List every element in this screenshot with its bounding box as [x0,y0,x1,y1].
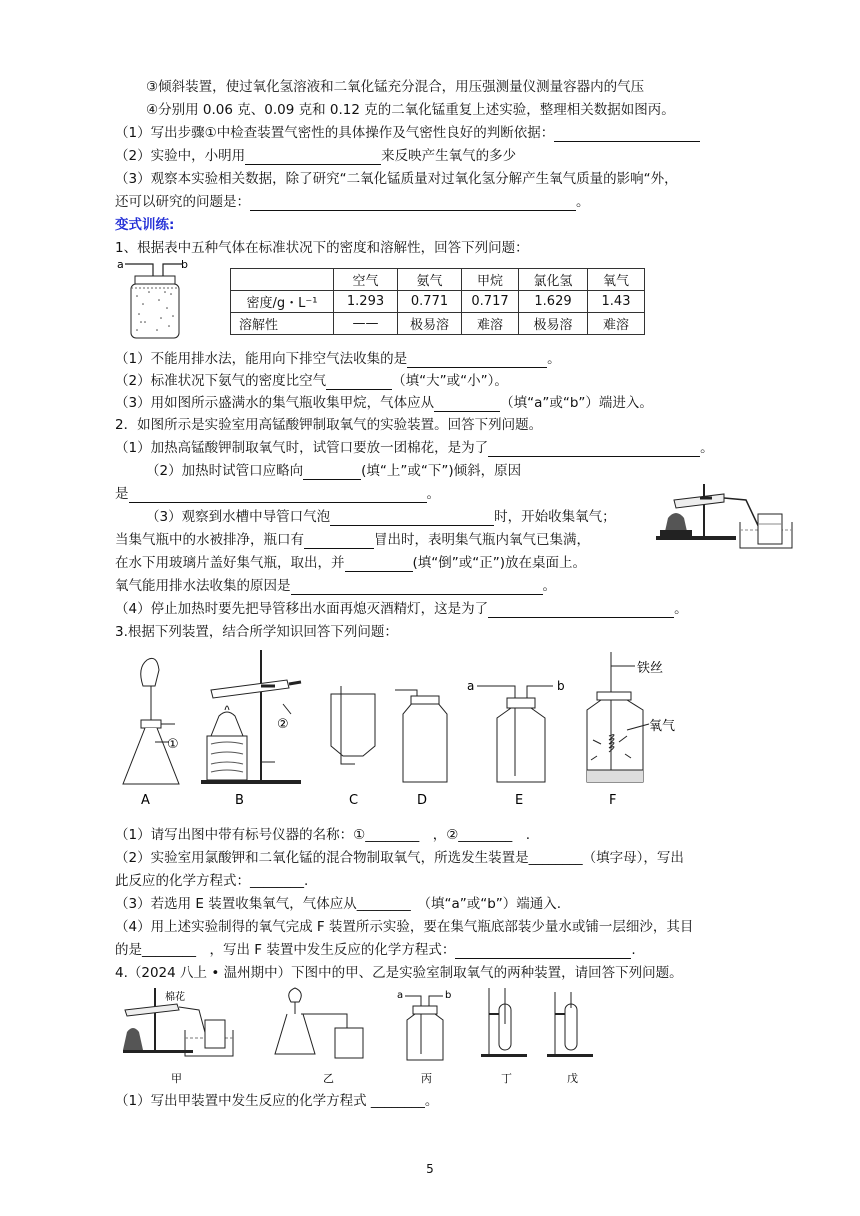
question-3: 3.根据下列装置，结合所学知识回答下列问题： [115,624,398,640]
table-cell: 极易溶 [398,313,462,335]
q-prev-2: （2）实验中，小明用 来反映产生氧气的多少 [115,148,517,164]
apparatus-b [201,650,301,808]
table-cell: 1.629 [519,291,588,313]
label-b: B [235,793,244,808]
step-4-text: ④分别用 0.06 克、0.09 克和 0.12 克的二氧化锰重复上述实验，整理相关数据如图丙。 [146,102,675,118]
step-3-text: ③倾斜装置，使过氧化氢溶液和二氧化锰充分混合，用压强测量仪测量容器内的气压 [146,79,645,95]
table-cell: 极易溶 [519,313,588,335]
answer-blank[interactable] [304,534,374,549]
answer-blank[interactable] [488,603,674,618]
label-jia: 甲 [171,1072,182,1085]
label-a: a [397,990,404,1001]
q1-part3: （3）用如图所示盛满水的集气瓶收集甲烷，气体应从 （填“a”或“b”）端进入。 [115,395,653,411]
q4-part1: （1）写出甲装置中发生反应的化学方程式 ________。 [115,1093,439,1109]
page-number: 5 [426,1162,434,1176]
label-f: F [609,793,617,808]
table-cell: —— [334,313,398,335]
label-wu: 戊 [567,1072,578,1085]
apparatus-yi [275,988,363,1085]
label-a: A [141,793,150,808]
table-row [231,291,645,313]
label-e-a: a [467,679,475,693]
apparatus-row-diagram [115,646,685,816]
answer-blank[interactable] [291,580,543,595]
q3-part4b: 的是________ ，写出 F 装置中发生反应的化学方程式： . [115,942,636,958]
q2-part3c: 在水下用玻璃片盖好集气瓶，取出，并 (填“倒”或“正”)放在桌面上。 [115,555,587,571]
q3-part3: （3）若选用 E 装置收集氧气，气体应从________ （填“a”或“b”）端通入. [115,896,562,912]
label-b: b [445,990,452,1001]
answer-blank[interactable] [330,511,494,526]
answer-blank[interactable] [345,557,413,572]
label-bing: 丙 [421,1072,432,1085]
apparatus-jia [123,988,233,1085]
variant-heading: 变式训练: [115,217,175,233]
answer-blank[interactable] [245,150,381,165]
q2-part3d: 氧气能用排水法收集的原因是 。 [115,578,556,594]
q-prev-1: （1）写出步骤①中检查装置气密性的具体操作及气密性良好的判断依据： [115,124,700,142]
table-cell: 0.717 [462,291,519,313]
label-mark-2: ② [277,717,289,732]
apparatus-wu [547,992,593,1085]
answer-blank[interactable] [250,196,576,211]
apparatus-e [467,679,565,808]
question-1: 1、根据表中五种气体在标准状况下的密度和溶解性，回答下列问题： [115,240,529,256]
label-mark-1: ① [167,737,179,752]
label-iron-wire: 铁丝 [637,661,664,676]
q4-apparatus-diagram [115,984,615,1086]
table-cell: 难溶 [588,313,645,335]
q2-part2b: 是 。 [115,486,440,502]
answer-blank[interactable] [554,127,700,142]
apparatus-bing [397,990,451,1085]
apparatus-a [123,658,179,808]
table-cell: 密度/g・L⁻¹ [231,291,334,313]
q3-part2b: 此反应的化学方程式：________. [115,873,309,889]
q-prev-3: （3）观察本实验相关数据，除了研究“二氧化锰质量对过氧化氢分解产生氧气质量的影响“外， [115,171,678,187]
table-cell: 空气 [334,269,398,291]
answer-blank[interactable] [455,944,631,959]
label-yi: 乙 [323,1072,334,1085]
label-e: E [515,793,524,808]
q2-part3: （3）观察到水槽中导管口气泡 时，开始收集氧气； [146,509,616,525]
answer-blank[interactable] [326,375,392,390]
q2-part4: （4）停止加热时要先把导管移出水面再熄灭酒精灯，这是为了 。 [115,601,688,617]
answer-blank[interactable] [488,442,700,457]
question-4: 4.（2024 八上 • 温州期中）下图中的甲、乙是实验室制取氧气的两种装置，请回答下列问题。 [115,965,683,981]
q3-part2: （2）实验室用氯酸钾和二氧化锰的混合物制取氧气，所选发生装置是________（填字母），写出 [115,850,684,866]
q-prev-3b: 还可以研究的问题是： 。 [115,194,590,210]
label-oxygen: 氧气 [649,719,676,734]
table-row [231,313,645,335]
label-e-b: b [557,679,565,693]
answer-blank[interactable] [407,353,547,368]
q1-part2: （2）标准状况下氨气的密度比空气 （填“大”或“小”）。 [115,373,508,389]
label-cotton: 棉花 [165,992,185,1003]
table-cell: 1.43 [588,291,645,313]
q3-part1: （1）请写出图中带有标号仪器的名称：①________ ，②________ . [115,827,531,843]
table-cell: 氨气 [398,269,462,291]
table-cell: 0.771 [398,291,462,313]
table-cell: 难溶 [462,313,519,335]
label-d: D [417,793,428,808]
q2-part3b: 当集气瓶中的水被排净，瓶口有 冒出时，表明集气瓶内氧气已集满， [115,532,590,548]
apparatus-f [587,652,675,808]
answer-blank[interactable] [303,465,361,480]
gas-properties-table [230,268,645,335]
q3-part4: （4）用上述实验制得的氧气完成 F 装置所示实验，要在集气瓶底部装少量水或铺一层细沙，其目 [115,919,694,935]
q2-part2: （2）加热时试管口应略向 (填“上”或“下”)倾斜，原因 [146,463,522,479]
answer-blank[interactable] [129,488,427,503]
answer-blank[interactable] [434,397,500,412]
q2-part1: （1）加热高锰酸钾制取氧气时，试管口要放一团棉花，是为了 。 [115,440,714,456]
table-cell: 氯化氢 [519,269,588,291]
table-cell: 溶解性 [231,313,334,335]
table-cell: 甲烷 [462,269,519,291]
kmno4-apparatus-diagram [654,478,794,558]
table-cell: 1.293 [334,291,398,313]
label-ding: 丁 [501,1072,512,1085]
label-a: a [117,258,124,271]
apparatus-c [331,686,375,808]
table-header-row [231,269,645,291]
apparatus-ding [481,988,527,1085]
table-cell [231,269,334,291]
q1-part1: （1）不能用排水法，能用向下排空气法收集的是 。 [115,351,561,367]
question-2: 2．如图所示是实验室用高锰酸钾制取氧气的实验装置。回答下列问题。 [115,417,543,433]
label-c: C [349,793,359,808]
apparatus-d [395,690,447,808]
label-b: b [181,258,188,271]
table-cell: 氧气 [588,269,645,291]
gas-bottle-diagram [115,256,195,342]
